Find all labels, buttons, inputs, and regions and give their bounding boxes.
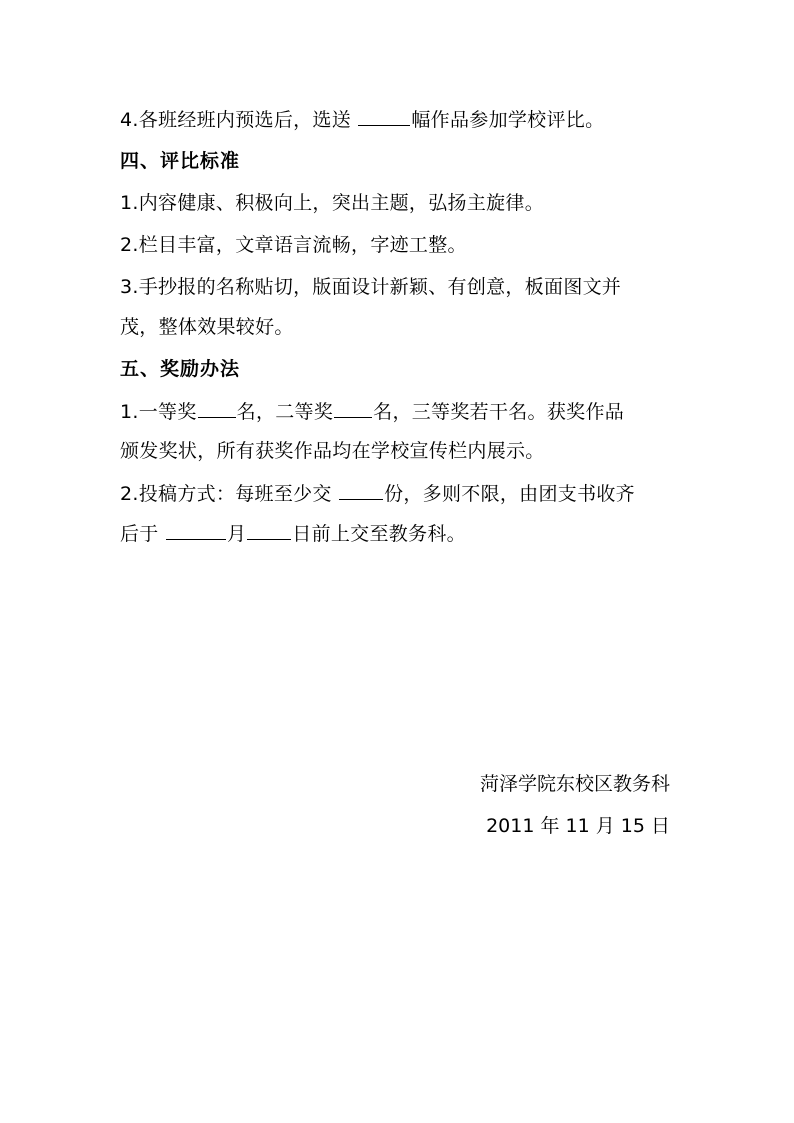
submission-c: 后于 — [120, 523, 165, 545]
criteria-1: 1.内容健康、积极向上，突出主题，弘扬主旋律。 — [120, 192, 545, 214]
criteria-3-cont: 茂，整体效果较好。 — [120, 316, 294, 338]
blank-second-prize — [334, 399, 372, 418]
item-4 — [120, 107, 604, 132]
award-line-1 — [120, 399, 624, 424]
blank-copies — [339, 481, 383, 500]
item-4-suffix: 幅作品参加学校评比。 — [411, 109, 605, 131]
submission-a: 2.投稿方式：每班至少交 — [120, 483, 339, 505]
item-4-prefix: 4.各班经班内预选后，选送 — [120, 109, 358, 131]
submission-line-2 — [120, 521, 466, 546]
submission-e: 日前上交至教务科。 — [292, 523, 466, 545]
award-third: 名，三等奖若干名。获奖作品 — [373, 401, 625, 423]
award-first: 1.一等奖 — [120, 401, 197, 423]
section-4-title: 四、评比标准 — [120, 150, 241, 172]
blank-month — [166, 521, 226, 540]
blank-count — [358, 107, 410, 126]
submission-line-1 — [120, 481, 635, 506]
submission-b: 份，多则不限，由团支书收齐 — [384, 483, 635, 505]
award-line-2: 颁发奖状，所有获奖作品均在学校宣传栏内展示。 — [120, 440, 545, 462]
signature-org: 菏泽学院东校区教务科 — [479, 773, 670, 795]
blank-first-prize — [198, 399, 236, 418]
award-second: 名，二等奖 — [236, 401, 334, 423]
submission-d: 月 — [226, 523, 247, 545]
criteria-3: 3.手抄报的名称贴切，版面设计新颖、有创意，板面图文并 — [120, 276, 622, 298]
section-5-title: 五、奖励办法 — [120, 358, 241, 380]
criteria-2: 2.栏目丰富，文章语言流畅，字迹工整。 — [120, 234, 467, 256]
blank-day — [247, 521, 291, 540]
signature-date: 2011 年 11 月 15 日 — [486, 815, 670, 837]
